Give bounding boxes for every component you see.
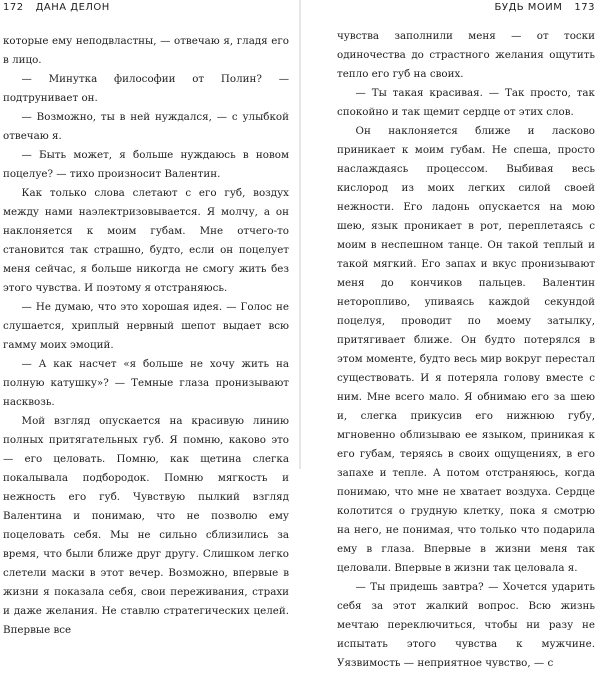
paragraph: чувства заполнили меня — от тоски одиночества до страстного желания ощутить тепло его губ на своих. [337, 30, 595, 80]
right-running-head: БУДЬ МОИМ [494, 2, 563, 13]
paragraph: — Минутка философии от Полин? — подтрунивает он. [3, 73, 289, 104]
paragraph: — Не думаю, что это хорошая идея. — Голос не слушается, хриплый нервный шепот выдает всю гамму моих эмоций. [3, 301, 289, 351]
paragraph: Он наклоняется ближе и ласково приникает к моим губам. Не спеша, просто наслаждаясь процессом. Выбивая весь кислород из моих легких силой своей нежности. Его ладонь опускается на мою шею, язык проникает в рот, переплетаясь с моим в неспешном танце. Он такой теплый и такой мягкий. Его запах и вкус пронизывают меня до кончиков пальцев. Валентин неторопливо, упиваясь каждой секундой поцелуя, проводит по моему затылку, притягивает ближе. Он будто потерялся в этом моменте, будто весь мир вокруг перестал существовать. И я потеряла голову вместе с ним. Мне всего мало. Я обнимаю его за шею и, слегка прикусив его нижнюю губу, мгновенно облизываю ее языком, приникая к его губам, теряясь в своих ощущениях, в его запахе и тепле. А потом отстраняюсь, когда понимаю, что мне не хватает воздуха. Сердце колотится о грудную клетку, пока я смотрю на него, не понимая, что только что подарила ему в глаза. Впервые в жизни меня так целовали. Впервые в жизни так целовала я. [337, 125, 595, 574]
left-page [0, 0, 299, 636]
paragraph: — А как насчет «я больше не хочу жить на полную катушку»? — Темные глаза пронизывают насквозь. [3, 358, 289, 408]
left-page-header [3, 0, 289, 18]
right-page-text [337, 27, 595, 673]
paragraph: — Быть может, я больше нуждаюсь в новом поцелуе? — тихо произносит Валентин. [3, 149, 289, 180]
paragraph: — Ты такая красивая. — Так просто, так спокойно и так щемит сердце от этих слов. [337, 87, 595, 118]
paragraph: Мой взгляд опускается на красивую линию полных притягательных губ. Я помню, каково это — его целовать. Помню, как щетина слегка покалывала подбородок. Помню мягкость и нежность его губ. Чувствую пылкий взгляд Валентина и понимаю, что не позволю ему поцеловать себя. Мы не сильно сблизились за время, что были ближе друг другу. Слишком легко слетели маски в этот вечер. Возможно, впервые в жизни я показала себя, свои переживания, страхи и даже желания. Не ставлю стратегических целей. Впервые все [3, 415, 289, 636]
paragraph: — Возможно, ты в ней нуждался, — с улыбкой отвечаю я. [3, 111, 289, 142]
paragraph: — Ты придешь завтра? — Хочется ударить себя за этот жалкий вопрос. Всю жизнь мечтаю переключиться, чтобы ни разу не испытать этого чувства к мужчине. Уязвимость — неприятное чувство, — с [337, 581, 595, 669]
paragraph: которые ему неподвластны, — отвечаю я, гладя его в лицо. [3, 35, 289, 66]
left-page-text [3, 32, 289, 640]
right-page [301, 0, 600, 669]
paragraph: Как только слова слетают с его губ, воздух между нами наэлектризовывается. Я молчу, а он наклоняется к моим губам. Мне отчего-то становится так страшно, будто, если он поцелует меня сейчас, я больше никогда не смогу жить без этого чувства. И поэтому я отстраняюсь. [3, 187, 289, 294]
right-page-number: 173 [574, 2, 595, 13]
right-page-header [337, 0, 595, 18]
left-page-number: 172 [3, 2, 24, 13]
left-running-head: ДАНА ДЕЛОН [35, 2, 110, 13]
